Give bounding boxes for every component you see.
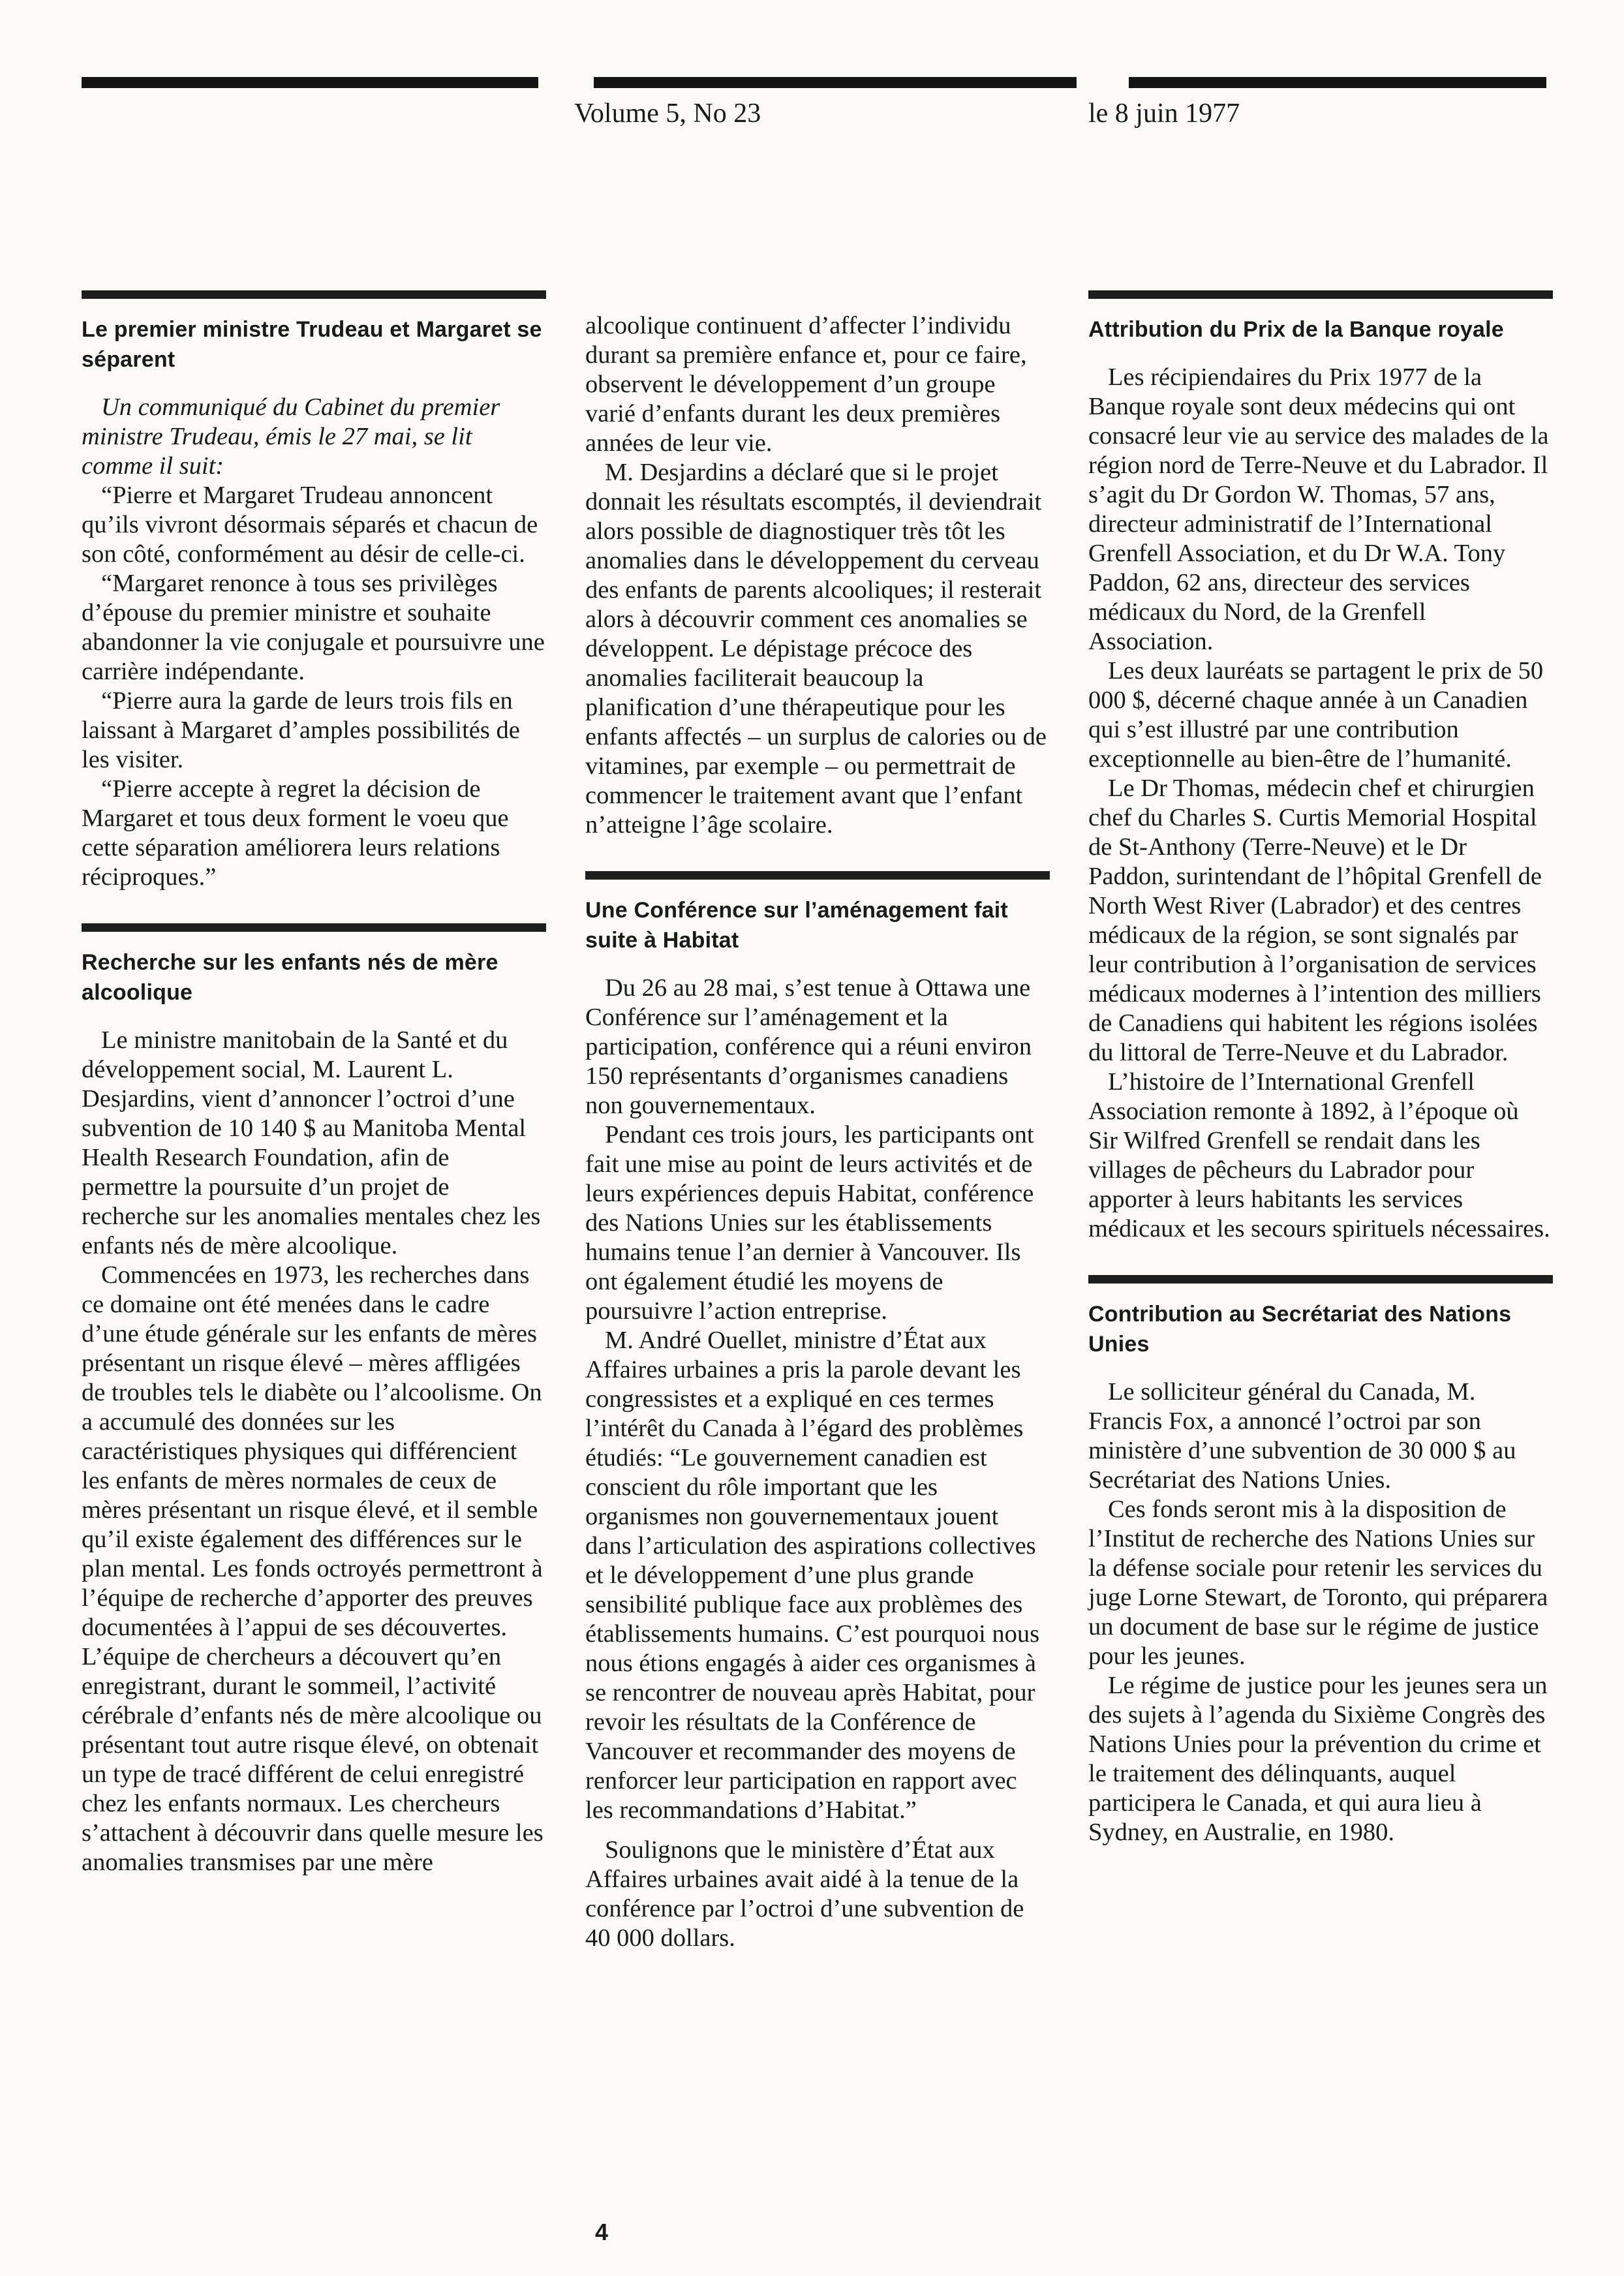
volume-number: Volume 5, No 23	[574, 99, 761, 129]
column-1	[82, 290, 546, 1909]
article-title: Recherche sur les enfants nés de mère alcoolique	[82, 950, 498, 1005]
article-rule	[1088, 1275, 1553, 1284]
article-paragraph: Ces fonds seront mis à la disposition de l’Institut de recherche des Nations Unies sur la défense sociale pour retenir les services du juge Lorne Stewart, de Toronto, qui préparera un document de base sur le régime de justice pour les jeunes.	[1088, 1496, 1548, 1670]
article-title: Attribution du Prix de la Banque royale	[1088, 317, 1504, 342]
masthead-rule-left	[82, 77, 538, 88]
article-rule	[1088, 290, 1553, 299]
article-habitat	[585, 871, 1050, 1953]
article-rule	[82, 290, 546, 299]
article-paragraph: Le solliciteur général du Canada, M. Francis Fox, a annoncé l’octroi par son ministère d’une subvention de 30 000 $ au Secrétariat des Nations Unies.	[1088, 1378, 1516, 1494]
article-paragraph: Les deux lauréats se partagent le prix de 50 000 $, décerné chaque année à un Canadien qui s’est illustré par une contribution exceptionnelle au bien-être de l’humanité.	[1088, 657, 1544, 773]
article-paragraph: Commencées en 1973, les recherches dans ce domaine ont été menées dans le cadre d’une étude générale sur les enfants de mères présentant un risque élevé – mères affligées de troubles tels le diabète ou l’alcoolisme. On a accumulé des données sur les caractéristiques physiques qui différencient les enfants de mères normales de ceux de mères présentant un risque élevé, et il semble qu’il existe également des différences sur le plan mental. Les fonds octroyés permettront à l’équipe de recherche d’apporter des preuves documentées à l’appui de ses découvertes. L’équipe de chercheurs a découvert qu’en enregistrant, durant le sommeil, l’activité cérébrale d’enfants nés de mère alcoolique ou présentant tout autre risque élevé, on obtenait un type de tracé différent de celui enregistré chez les enfants normaux. Les chercheurs s’attachent à découvrir dans quelle mesure les anomalies transmises par une mère	[82, 1261, 544, 1876]
page-number: 4	[595, 2219, 609, 2245]
masthead-rule-center	[594, 77, 1077, 88]
article-paragraph: Les récipiendaires du Prix 1977 de la Banque royale sont deux médecins qui ont consacré leur vie au service des malades de la région nord de Terre-Neuve et du Labrador. Il s’agit du Dr Gordon W. Thomas, 57 ans, directeur administratif de l’International Grenfell Association, et du Dr W.A. Tony Paddon, 62 ans, directeur des services médicaux du Nord, de la Grenfell Association.	[1088, 363, 1549, 655]
article-paragraph: M. André Ouellet, ministre d’État aux Affaires urbaines a pris la parole devant les congressistes et a expliqué en ces termes l’intérêt du Canada à l’égard des problèmes étudiés: “Le gouvernement canadien est conscient du rôle important que les organismes non gouvernementaux jouent dans l’articulation des aspirations collectives et le développement d’une plus grande sensibilité publique face aux problèmes des établissements humains. C’est pourquoi nous nous étions engagés à aider ces organismes à se rencontrer de nouveau après Habitat, pour revoir les résultats de la Conférence de Vancouver et recommander des moyens de renforcer leur participation en rapport avec les recommandations d’Habitat.”	[585, 1327, 1040, 1824]
column-3	[1088, 290, 1553, 1879]
article-paragraph: “Pierre et Margaret Trudeau annoncent qu’ils vivront désormais séparés et chacun de son côté, conformément au désir de celle-ci.	[82, 482, 538, 568]
article-paragraph: Du 26 au 28 mai, s’est tenue à Ottawa une Conférence sur l’aménagement et la participation, conférence qui a réuni environ 150 représentants d’organismes canadiens non gouvernementaux.	[585, 974, 1032, 1119]
article-paragraph: Soulignons que le ministère d’État aux Affaires urbaines avait aidé à la tenue de la conférence par l’octroi d’une subvention de 40 000 dollars.	[585, 1836, 1024, 1952]
article-intro: Un communiqué du Cabinet du premier ministre Trudeau, émis le 27 mai, se lit comme il suit:	[82, 393, 500, 480]
article-paragraph: Pendant ces trois jours, les participants ont fait une mise au point de leurs activités et de leurs expériences depuis Habitat, conférence des Nations Unies sur les établissements humains tenue l’an dernier à Vancouver. Ils ont également étudié les moyens de poursuivre l’action entreprise.	[585, 1121, 1034, 1325]
article-rule	[82, 923, 546, 932]
article-paragraph: “Margaret renonce à tous ses privilèges d’épouse du premier ministre et souhaite abandonner la vie conjugale et poursuivre une carrière indépendante.	[82, 570, 545, 685]
article-recherche	[82, 923, 546, 1877]
article-paragraph: “Pierre aura la garde de leurs trois fils en laissant à Margaret d’amples possibilités de les visiter.	[82, 687, 520, 773]
masthead-rule-right	[1129, 77, 1546, 88]
article-nations-unies	[1088, 1275, 1553, 1847]
article-paragraph: L’histoire de l’International Grenfell Association remonte à 1892, à l’époque où Sir Wilfred Grenfell se rendait dans les villages de pêcheurs du Labrador pour apporter à leurs habitants les services médicaux et les secours spirituels nécessaires.	[1088, 1068, 1550, 1242]
article-paragraph: “Pierre accepte à regret la décision de Margaret et tous deux forment le voeu que cette séparation améliorera leurs relations réciproques.”	[82, 775, 509, 891]
issue-date: le 8 juin 1977	[1088, 99, 1240, 129]
article-paragraph: Le régime de justice pour les jeunes sera un des sujets à l’agenda du Sixième Congrès des Nations Unies pour la prévention du crime et le traitement des délinquants, auquel participera le Canada, et qui aura lieu à Sydney, en Australie, en 1980.	[1088, 1672, 1548, 1846]
article-recherche-continued	[585, 311, 1050, 840]
column-2	[585, 311, 1050, 1984]
article-paragraph: Le Dr Thomas, médecin chef et chirurgien chef du Charles S. Curtis Memorial Hospital de St-Anthony (Terre-Neuve) et le Dr Paddon, surintendant de l’hôpital Grenfell de North West River (Labrador) et des centres médicaux de la région, se sont signalés par leur contribution à l’organisation de services médicaux modernes à l’intention des milliers de Canadiens qui habitent les régions isolées du littoral de Terre-Neuve et du Labrador.	[1088, 775, 1542, 1066]
article-paragraph: alcoolique continuent d’affecter l’individu durant sa première enfance et, pour ce faire, observent le développement d’un groupe varié d’enfants durant les deux premières années de leur vie.	[585, 312, 1027, 457]
article-title: Une Conférence sur l’aménagement fait suite à Habitat	[585, 898, 1008, 953]
article-title: Le premier ministre Trudeau et Margaret se séparent	[82, 317, 542, 372]
article-paragraph: M. Desjardins a déclaré que si le projet donnait les résultats escomptés, il deviendrait alors possible de diagnostiquer très tôt les anomalies dans le développement du cerveau des enfants de parents alcooliques; il resterait alors à découvrir comment ces anomalies se développent. Le dépistage précoce des anomalies faciliterait beaucoup la planification d’une thérapeutique pour les enfants affectés – un surplus de calories ou de vitamines, par exemple – ou permettrait de commencer le traitement avant que l’enfant n’atteigne l’âge scolaire.	[585, 459, 1047, 838]
article-rule	[585, 871, 1050, 880]
article-title: Contribution au Secrétariat des Nations Unies	[1088, 1302, 1512, 1357]
article-banque-royale	[1088, 290, 1553, 1244]
article-trudeau	[82, 290, 546, 892]
article-paragraph: Le ministre manitobain de la Santé et du développement social, M. Laurent L. Desjardins, vient d’annoncer l’octroi d’une subvention de 10 140 $ au Manitoba Mental Health Research Foundation, afin de permettre la poursuite d’un projet de recherche sur les anomalies mentales chez les enfants nés de mère alcoolique.	[82, 1026, 541, 1259]
